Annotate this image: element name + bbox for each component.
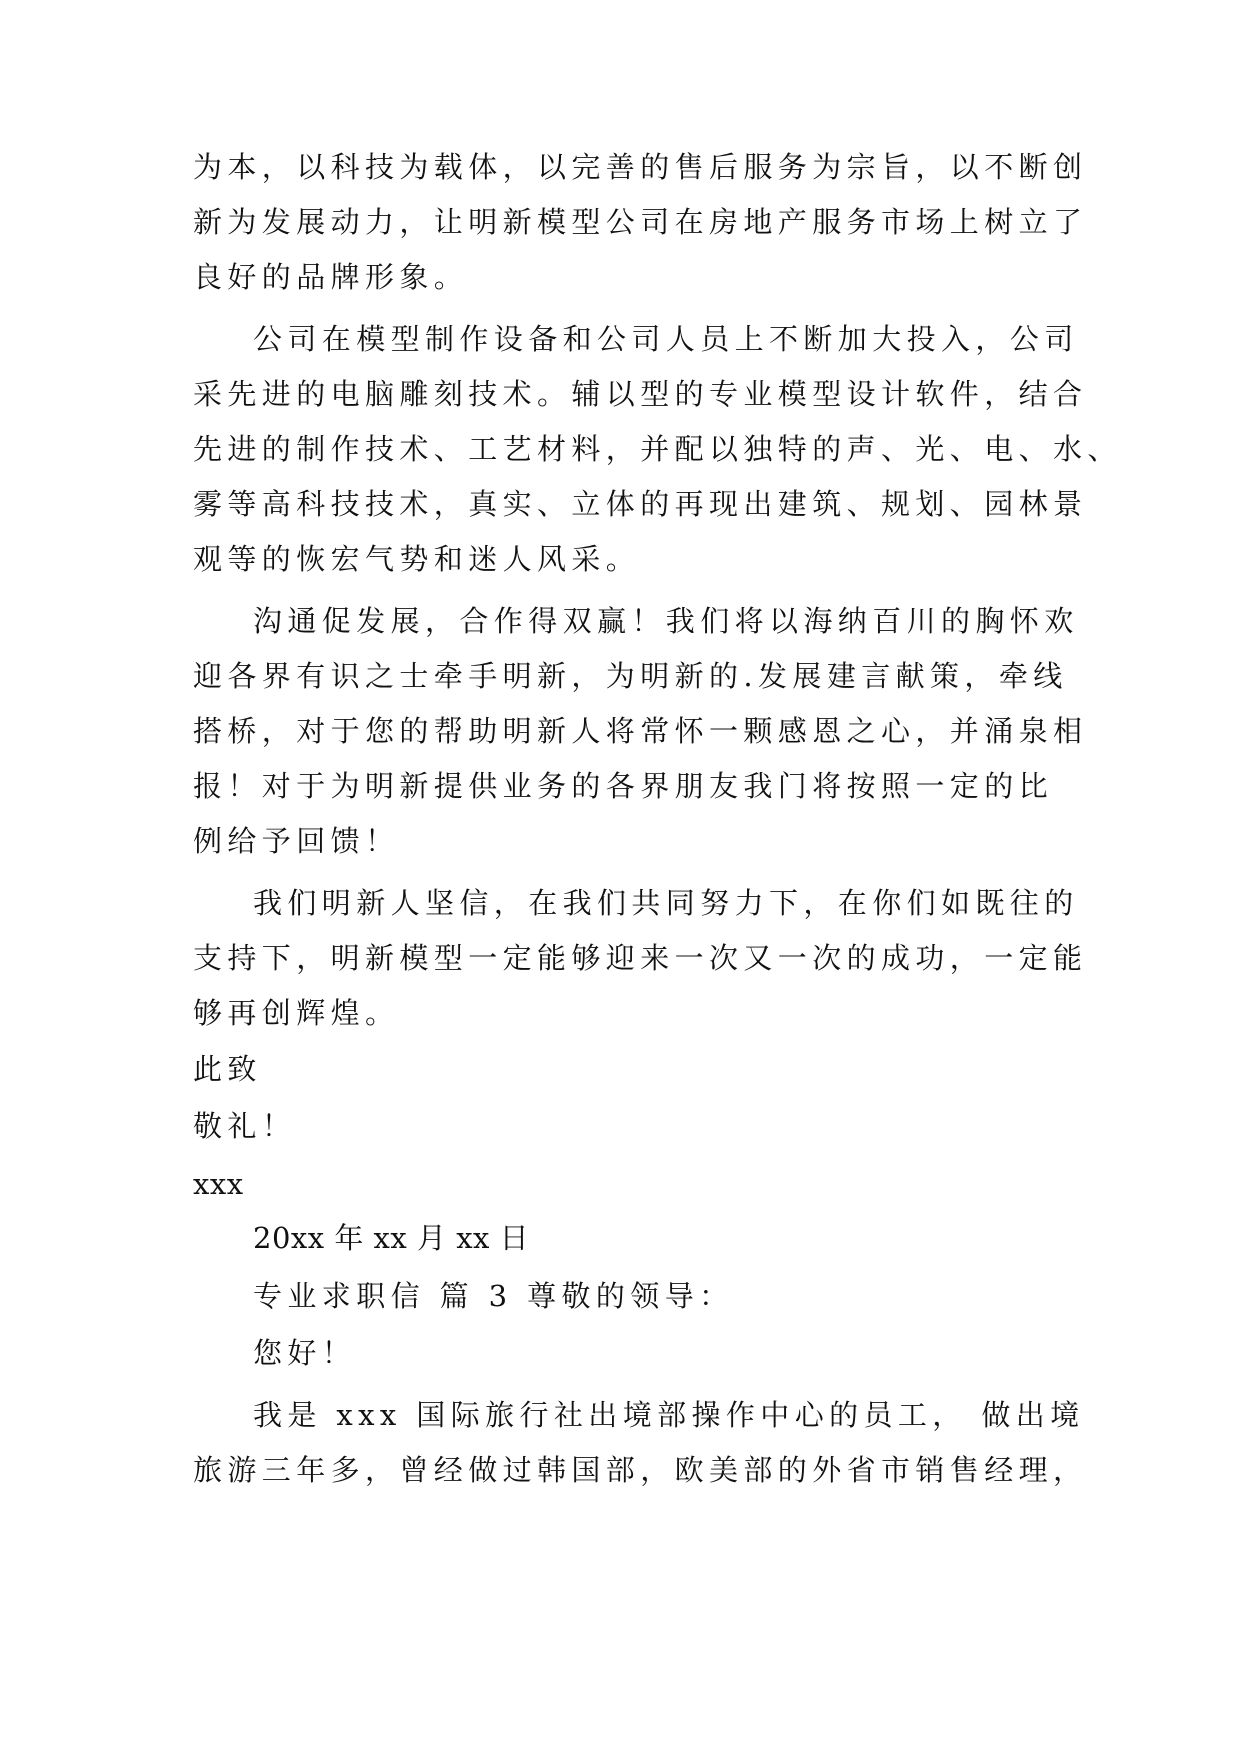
paragraph-line: 观等的恢宏气势和迷人风采。 [193, 542, 641, 576]
paragraph-line: 我是 xxx 国际旅行社出境部操作中心的员工， 做出境 [253, 1398, 1085, 1432]
paragraph-line: 公司在模型制作设备和公司人员上不断加大投入，公司 [253, 322, 1079, 356]
paragraph-line: 我们明新人坚信，在我们共同努力下，在你们如既往的 [253, 886, 1079, 920]
paragraph-line: 够再创辉煌。 [193, 996, 400, 1030]
paragraph-line: 搭桥，对于您的帮助明新人将常怀一颗感恩之心，并涌泉相 [193, 714, 1088, 748]
paragraph-line: 例给予回馈！ [193, 824, 400, 858]
signature-text: xxx [193, 1167, 244, 1201]
paragraph-line: 采先进的电脑雕刻技术。辅以型的专业模型设计软件，结合 [193, 377, 1088, 411]
paragraph-line: 先进的制作技术、工艺材料，并配以独特的声、光、电、水、 [193, 432, 1122, 466]
paragraph-line: 报！对于为明新提供业务的各界朋友我门将按照一定的比 [193, 769, 1054, 803]
paragraph-line: 为本，以科技为载体，以完善的售后服务为宗旨，以不断创 [193, 150, 1088, 184]
paragraph-line: 雾等高科技技术，真实、立体的再现出建筑、规划、园林景 [193, 487, 1088, 521]
closing-text: 此致 [193, 1052, 262, 1086]
paragraph-line: 沟通促发展，合作得双赢！我们将以海纳百川的胸怀欢 [253, 604, 1079, 638]
paragraph-line: 新为发展动力，让明新模型公司在房地产服务市场上树立了 [193, 205, 1088, 239]
paragraph-line: 旅游三年多，曾经做过韩国部，欧美部的外省市销售经理， [193, 1453, 1088, 1487]
date-text: 20xx 年 xx 月 xx 日 [253, 1221, 530, 1255]
greeting-text: 您好！ [253, 1336, 357, 1370]
letter-heading: 专业求职信 篇 3 尊敬的领导： [253, 1279, 734, 1313]
paragraph-line: 迎各界有识之士牵手明新，为明新的.发展建言献策，牵线 [193, 659, 1068, 693]
salute-text: 敬礼！ [193, 1109, 297, 1143]
paragraph-line: 良好的品牌形象。 [193, 260, 469, 294]
paragraph-line: 支持下，明新模型一定能够迎来一次又一次的成功，一定能 [193, 941, 1088, 975]
